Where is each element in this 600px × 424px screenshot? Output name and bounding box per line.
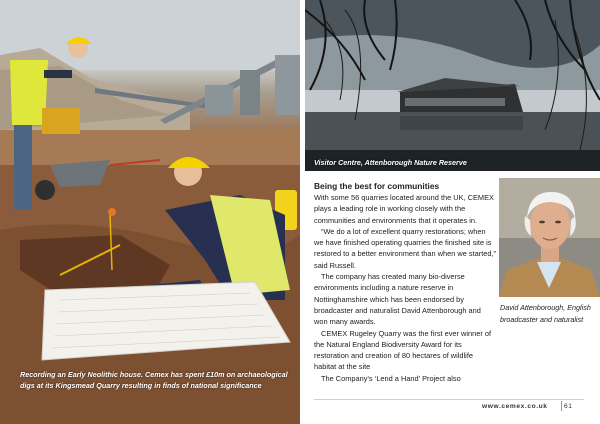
footer-separator: [561, 401, 562, 411]
page-number: 61: [564, 403, 573, 410]
article-paragraph: “We do a lot of excellent quarry restorations; when we have finished operating quarries the finished site is restored to a better environment than when we started,” said Russell.: [314, 226, 496, 270]
visitor-centre-scene: [305, 0, 600, 171]
portrait-image: [499, 178, 600, 297]
visitor-centre-photo: [305, 0, 600, 171]
article-paragraph: CEMEX Rugeley Quarry was the first ever winner of the Natural England Biodiversity Award for its restoration and creation of 80 hectares of wildlife habitat at the site: [314, 328, 492, 372]
article-paragraph: The Company’s ‘Lend a Hand’ Project also: [321, 373, 461, 383]
attenborough-portrait: [499, 178, 600, 297]
article-heading: Being the best for communities: [314, 181, 440, 191]
visitor-centre-caption: Visitor Centre, Attenborough Nature Reserve: [314, 158, 467, 167]
article-paragraph: With some 56 quarries located around the UK, CEMEX plays a leading role in working closely with the communities and environments that it operates in.: [314, 193, 494, 225]
footer-divider: [314, 399, 584, 400]
portrait-caption: David Attenborough, English broadcaster and naturalist: [500, 303, 591, 324]
article: [314, 180, 496, 384]
article-paragraph: The company has created many bio-diverse environments including a nature reserve in Nottinghamshire which has been endorsed by broadcaster and naturalist David Attenborough and won many awards.: [314, 272, 481, 327]
footer-website: www.cemex.co.uk: [482, 403, 548, 410]
excavation-photo-caption: Recording an Early Neolithic house. Cemex has spent £10m on archaeological digs at its Kingsmead Quarry resulting in finds of national significance: [20, 370, 288, 390]
